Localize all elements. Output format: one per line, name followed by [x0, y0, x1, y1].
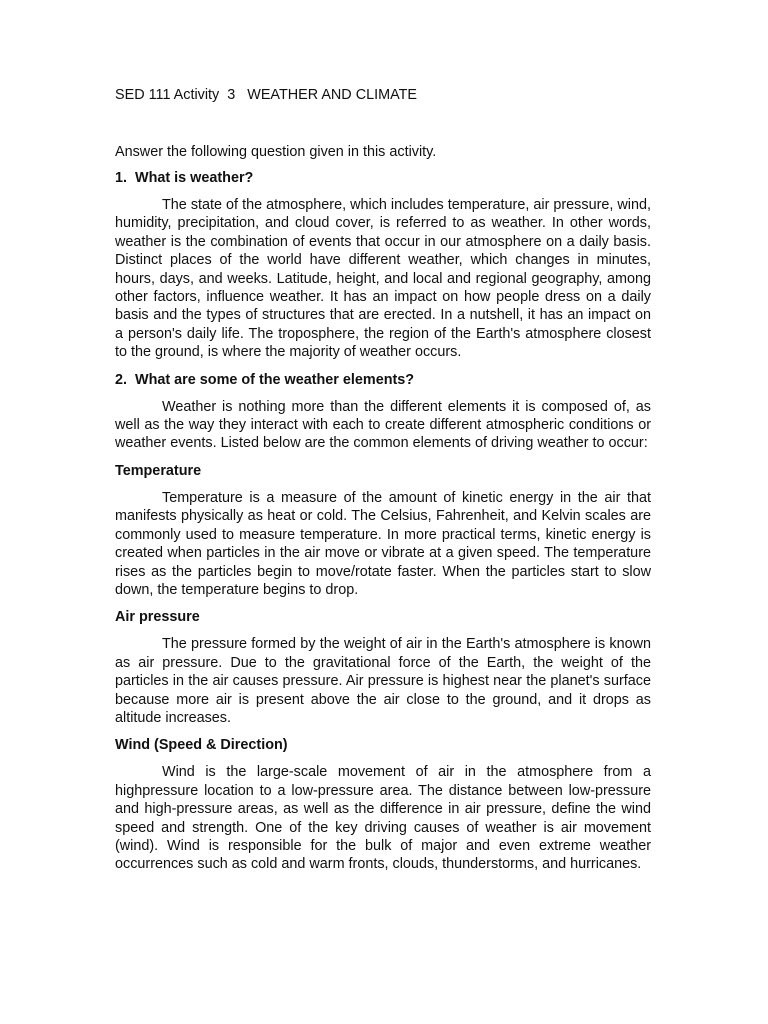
section-heading-wind: Wind (Speed & Direction)	[115, 737, 288, 754]
section-heading-weather-elements: 2. What are some of the weather elements?	[115, 371, 415, 388]
section-heading-air-pressure: Air pressure	[115, 609, 200, 626]
section-body-weather-elements: Weather is nothing more than the different elements it is composed of, as well as the way they interact with each to create different atmospheric conditions or weather events. Listed below are the common elements of driving weather to occur:	[115, 398, 651, 452]
section-heading-temperature: Temperature	[115, 462, 202, 479]
instruction-text: Answer the following question given in this activity.	[115, 144, 437, 160]
section-heading-what-is-weather: 1. What is weather?	[115, 170, 254, 186]
section-body-temperature: Temperature is a measure of the amount of kinetic energy in the air that manifests physically as heat or cold. The Celsius, Fahrenheit, and Kelvin scales are commonly used to measure temperature. In more practical terms, kinetic energy is created when particles in the air move or vibrate at a given speed. The temperature rises as the particles begin to move/rotate faster. When the particles start to slow down, the temperature begins to drop.	[115, 489, 651, 598]
document-title: SED 111 Activity 3 WEATHER AND CLIMATE	[115, 87, 418, 103]
document-page	[115, 86, 651, 883]
section-body-air-pressure: The pressure formed by the weight of air in the Earth's atmosphere is known as air pressure. Due to the gravitational force of the Earth, the weight of the particles in the air causes pressure. Air pressure is highest near the planet's surface because more air is present above the air close to the ground, and it drops as altitude increases.	[115, 636, 651, 726]
section-body-wind: Wind is the large-scale movement of air in the atmosphere from a highpressure location to a low-pressure area. The distance between low-pressure and high-pressure areas, as well as the difference in air pressure, define the wind speed and strength. One of the key driving causes of weather is air movement (wind). Wind is responsible for the bulk of major and even extreme weather occurrences such as cold and warm fronts, clouds, thunderstorms, and hurricanes.	[115, 764, 651, 873]
section-body-what-is-weather: The state of the atmosphere, which includes temperature, air pressure, wind, humidity, precipitation, and cloud cover, is referred to as weather. In other words, weather is the combination of events that occur in our atmosphere on a daily basis. Distinct places of the world have different weather, which changes in minutes, hours, days, and weeks. Latitude, height, and local and regional geography, among other factors, influence weather. It has an impact on how people dress on a daily basis and the types of structures that are erected. In a nutshell, it has an impact on a person's daily life. The troposphere, the region of the Earth's atmosphere closest to the ground, is where the majority of weather occurs.	[115, 197, 651, 361]
